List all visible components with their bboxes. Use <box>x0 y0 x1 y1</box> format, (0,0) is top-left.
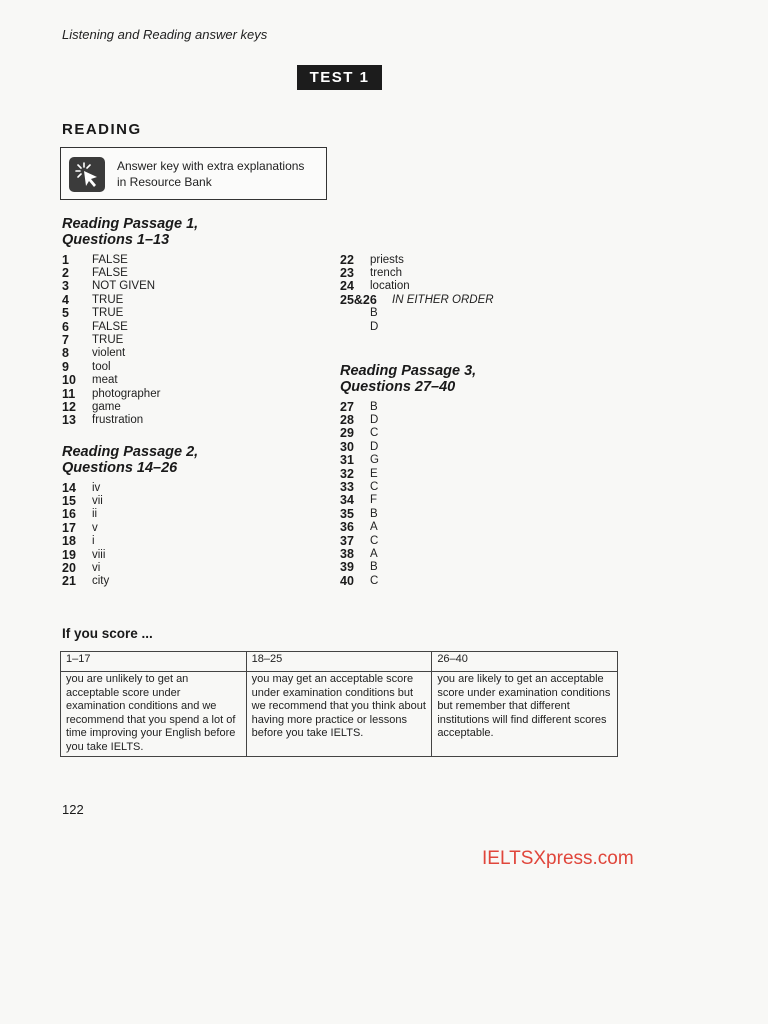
question-number: 16 <box>62 507 76 522</box>
answer-value: C <box>370 481 379 494</box>
score-heading: If you score ... <box>62 626 153 641</box>
answer-value: A <box>370 547 378 560</box>
answer-value: tool <box>92 360 111 373</box>
score-range-row <box>61 652 618 672</box>
answer-row <box>62 494 109 507</box>
answer-value: priests <box>370 253 404 266</box>
passage-2-title <box>62 444 198 476</box>
resource-bank-note <box>60 147 327 200</box>
answer-value: meat <box>92 374 118 387</box>
answer-value: B <box>370 561 378 574</box>
answer-row <box>62 400 160 413</box>
answer-row <box>340 507 379 520</box>
question-number: 10 <box>62 373 76 388</box>
answer-row <box>62 293 160 306</box>
score-table <box>60 651 618 757</box>
passage-2-answers <box>62 481 109 588</box>
answer-value: FALSE <box>92 267 128 280</box>
question-number: 4 <box>62 292 69 307</box>
answer-value: B <box>370 400 378 413</box>
page-number: 122 <box>62 802 84 817</box>
answer-value: E <box>370 467 378 480</box>
answer-row <box>340 534 379 547</box>
answer-value: vii <box>92 495 103 508</box>
question-number: 29 <box>340 426 354 441</box>
question-number: 31 <box>340 453 354 468</box>
answer-row <box>340 521 379 534</box>
answer-row <box>62 280 160 293</box>
answer-value: TRUE <box>92 334 124 347</box>
question-number: 17 <box>62 520 76 535</box>
answer-value: D <box>370 320 379 333</box>
answer-row <box>340 480 379 493</box>
answer-value: location <box>370 280 410 293</box>
passage-1-answers <box>62 253 160 427</box>
answer-value: IN EITHER ORDER <box>392 293 494 306</box>
answer-row <box>62 561 109 574</box>
question-number: 30 <box>340 439 354 454</box>
answer-row <box>62 414 160 427</box>
answer-value: F <box>370 494 378 507</box>
answer-value: frustration <box>92 414 144 427</box>
answer-row <box>340 413 379 426</box>
answer-value: FALSE <box>92 320 128 333</box>
answer-row <box>340 547 379 560</box>
running-header: Listening and Reading answer keys <box>62 27 268 42</box>
question-number: 5 <box>62 306 69 321</box>
question-number: 33 <box>340 480 354 495</box>
answer-value: violent <box>92 347 126 360</box>
answer-row <box>62 535 109 548</box>
score-description-cell: you are unlikely to get an acceptable score under examination conditions and we recommend that you spend a lot of time improving your English before you take IELTS. <box>61 672 247 757</box>
answer-value: i <box>92 535 95 548</box>
answer-row <box>62 333 160 346</box>
passage-3-title-line2: Questions 27–40 <box>340 379 456 395</box>
question-number: 6 <box>62 319 69 334</box>
question-number: 19 <box>62 547 76 562</box>
resource-line-1: Answer key with extra explanations <box>117 159 305 173</box>
question-number: 24 <box>340 279 354 294</box>
answer-row <box>62 320 160 333</box>
question-number: 12 <box>62 400 76 414</box>
question-number: 9 <box>62 359 69 374</box>
answer-value: FALSE <box>92 253 128 266</box>
question-number: 34 <box>340 493 354 508</box>
answer-value: ii <box>92 508 98 521</box>
answer-row <box>62 360 160 373</box>
answer-row <box>340 266 494 279</box>
answer-value: C <box>370 534 379 547</box>
answer-value: A <box>370 521 378 534</box>
answer-value: trench <box>370 267 402 280</box>
question-number: 38 <box>340 547 354 561</box>
answer-value: game <box>92 400 121 413</box>
score-description-row <box>61 672 618 757</box>
question-number: 23 <box>340 266 354 281</box>
question-number: 37 <box>340 533 354 548</box>
question-number: 21 <box>62 574 76 589</box>
answer-row <box>62 374 160 387</box>
question-number: 22 <box>340 252 354 267</box>
question-number: 36 <box>340 520 354 535</box>
answer-row <box>340 440 379 453</box>
question-number: 27 <box>340 399 354 414</box>
score-range-cell: 18–25 <box>246 652 432 672</box>
question-number: 7 <box>62 333 69 348</box>
answer-value: C <box>370 574 379 587</box>
question-number: 3 <box>62 279 69 294</box>
cursor-click-icon <box>69 157 105 192</box>
section-title: READING <box>62 121 142 138</box>
answer-value: city <box>92 575 110 588</box>
question-number: 1 <box>62 252 69 267</box>
answer-row <box>340 320 494 333</box>
question-number: 40 <box>340 573 354 588</box>
answer-row <box>62 307 160 320</box>
answer-row <box>340 307 494 320</box>
answer-row <box>340 574 379 587</box>
answer-row <box>62 575 109 588</box>
question-number: 20 <box>62 561 76 576</box>
answer-value: C <box>370 427 379 440</box>
passage-1-title-line1: Reading Passage 1, <box>62 216 199 232</box>
resource-line-2: in Resource Bank <box>117 175 212 189</box>
question-number: 28 <box>340 413 354 428</box>
answer-row <box>340 280 494 293</box>
question-number: 32 <box>340 466 354 481</box>
answer-value: iv <box>92 481 101 494</box>
question-number: 13 <box>62 413 76 428</box>
answer-value: vi <box>92 562 101 575</box>
answer-row <box>340 400 379 413</box>
answer-row <box>62 266 160 279</box>
answer-row <box>340 561 379 574</box>
answer-row <box>62 347 160 360</box>
score-description-cell: you are likely to get an acceptable score under examination conditions but remember that different institutions will find different scores acceptable. <box>432 672 618 757</box>
answer-row <box>62 253 160 266</box>
answer-row <box>62 521 109 534</box>
passage-2-title-line1: Reading Passage 2, <box>62 444 199 460</box>
answer-row <box>62 481 109 494</box>
answer-row <box>340 467 379 480</box>
answer-row <box>340 427 379 440</box>
answer-row <box>62 508 109 521</box>
question-number: 25&26 <box>340 292 377 307</box>
question-number: 8 <box>62 346 69 361</box>
resource-bank-text <box>117 158 327 190</box>
answer-value: B <box>370 507 378 520</box>
question-number: 11 <box>62 386 76 401</box>
question-number: 14 <box>62 480 76 495</box>
answer-row <box>62 548 109 561</box>
question-number: 39 <box>340 560 354 575</box>
passage-3-title-line1: Reading Passage 3, <box>340 363 477 379</box>
watermark: IELTSXpress.com <box>482 848 634 869</box>
score-range-cell: 1–17 <box>61 652 247 672</box>
answer-row <box>62 387 160 400</box>
answer-row <box>340 293 494 306</box>
answer-value: viii <box>92 548 106 561</box>
question-number: 35 <box>340 506 354 521</box>
answer-value: NOT GIVEN <box>92 280 156 293</box>
question-number: 18 <box>62 534 76 549</box>
passage-3-title <box>340 363 476 395</box>
answer-row <box>340 494 379 507</box>
answer-value: D <box>370 440 379 453</box>
answer-value: D <box>370 414 379 427</box>
test-badge: TEST 1 <box>297 65 382 90</box>
answer-value: TRUE <box>92 307 124 320</box>
passage-3-answers <box>340 400 379 587</box>
answer-row <box>340 454 379 467</box>
answer-value: photographer <box>92 387 161 400</box>
passage-1-title <box>62 216 198 248</box>
passage-2-answers-continued <box>340 253 494 333</box>
answer-row <box>340 253 494 266</box>
question-number: 15 <box>62 494 76 509</box>
answer-value: B <box>370 307 378 320</box>
score-description-cell: you may get an acceptable score under examination conditions but we recommend that you think about having more practice or lessons before you take IELTS. <box>246 672 432 757</box>
passage-1-title-line2: Questions 1–13 <box>62 232 170 248</box>
passage-2-title-line2: Questions 14–26 <box>62 460 178 476</box>
answer-value: TRUE <box>92 293 124 306</box>
answer-value: G <box>370 454 379 467</box>
answer-value: v <box>92 521 98 534</box>
score-range-cell: 26–40 <box>432 652 618 672</box>
question-number: 2 <box>62 266 69 281</box>
